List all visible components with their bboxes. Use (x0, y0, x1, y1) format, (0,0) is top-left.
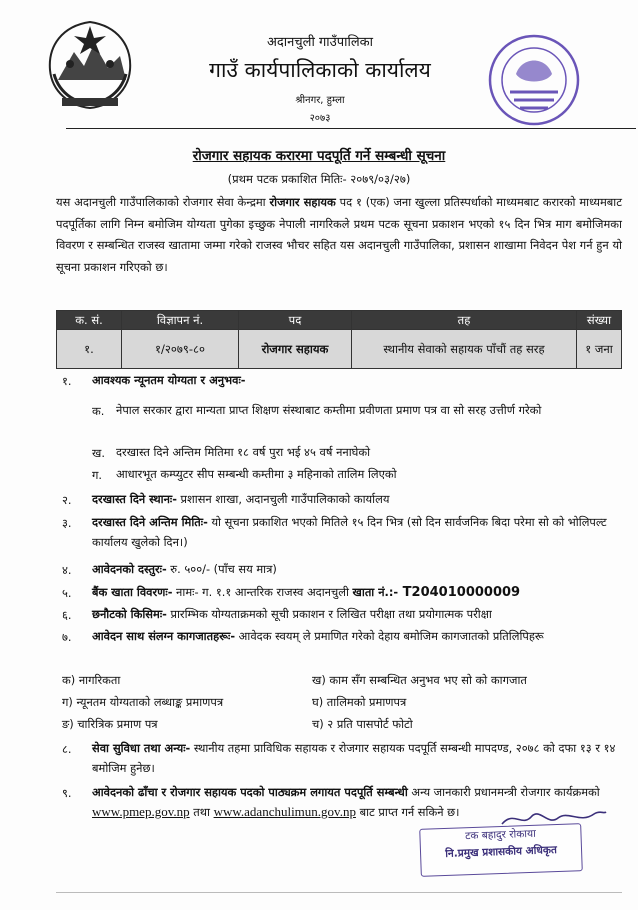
th-serial: क. सं. (57, 311, 122, 330)
item-9-text-b: तथा (189, 805, 214, 819)
pmep-link[interactable]: www.pmep.gov.np (92, 804, 190, 819)
footer-divider (56, 892, 622, 893)
item-2-number: २. (62, 493, 72, 507)
stamp-name: टक बहादुर रोकाया (464, 827, 537, 843)
item-4-number: ४. (62, 563, 72, 577)
municipality-name: अदानचुली गाउँपालिका (266, 35, 374, 50)
item-5-account-label: खाता नं.:- (352, 585, 399, 599)
item-1a-number: क. (92, 404, 105, 418)
td-ad-number: १/२०७९-८० (122, 330, 239, 369)
item-7 (92, 626, 618, 646)
item-2-label: दरखास्त दिने स्थानः- (92, 492, 177, 506)
publication-date: (प्रथम पटक प्रकाशित मितिः- २०७९/०३/२७) (227, 172, 411, 186)
official-stamp (419, 823, 583, 877)
item-3 (92, 512, 618, 552)
item-8-number: ८. (62, 742, 72, 756)
intro-text-1: यस अदानचुली गाउँपालिकाको रोजगार सेवा केन्द्रमा (56, 195, 270, 209)
item-9-label: आवेदनको ढाँचा र रोजगार सहायक पदको पाठ्यक्रम लगायत पदपूर्ति सम्बन्धी (92, 785, 408, 799)
doc-item: च) २ प्रति पासपोर्ट फोटो (312, 717, 413, 731)
item-7-label: आवेदन साथ संलग्न कागजातहरूः- (92, 629, 236, 643)
item-3-text: यो सूचना प्रकाशित भएको मितिले १५ दिन भित्र (सो दिन सार्वजनिक बिदा परेमा सो को भोलिपल्ट कार्यालय खुलेको दिन।) (92, 515, 607, 549)
td-serial: १. (57, 330, 122, 369)
item-8-text: स्थानीय तहमा प्राविधिक सहायक र रोजगार सहायक पदपूर्ति सम्बन्धी मापदण्ड, २०७८ को दफा १३ र १४ बमोजिम हुनेछ। (92, 741, 616, 775)
office-seal-icon (486, 32, 582, 128)
td-count: १ जना (577, 330, 622, 369)
table-row (57, 330, 622, 369)
item-6-text: प्रारम्भिक योग्यताक्रमको सूची प्रकाशन र लिखित परीक्षा तथा प्रयोगात्मक परीक्षा (166, 607, 492, 621)
intro-text-2: पद १ (एक) जना खुल्ला प्रतिस्पर्धाको माध्यमबाट करारको माध्यमबाट पदपूर्तिका लागि निम्न बमोजिम योग्यता पुगेका इच्छुक नेपाली नागरिकले प्रथम पटक सूचना प्रकाशन भएको १५ दिन भित्र माग बमोजिमका विवरण र सम्बन्धित राजस्व खातामा जम्मा गरेको राजस्व भौचर सहित यस अदानचुली गाउँपालिका, प्रशासन शाखामा निवेदन पेश गर्न हुन यो सूचना प्रकाशन गरिएको छ। (56, 195, 622, 274)
item-5 (92, 582, 520, 603)
item-1-label: आवश्यक न्यूनतम योग्यता र अनुभवः- (92, 373, 246, 387)
th-ad-number: विज्ञापन नं. (122, 311, 239, 330)
doc-item: ङ) चारित्रिक प्रमाण पत्र (62, 717, 158, 731)
item-2 (92, 489, 389, 509)
item-5-account-number: T204010000009 (398, 585, 521, 600)
item-9-text-a: अन्य जानकारी प्रधानमन्त्री रोजगार कार्यक्रमको (407, 785, 600, 799)
doc-item: क) नागरिकता (62, 673, 121, 687)
item-7-text: आवेदक स्वयम् ले प्रमाणित गरेको देहाय बमोजिम कागजातको प्रतिलिपिहरू (235, 629, 544, 643)
item-4-label: आवेदनको दस्तुरः- (92, 562, 167, 576)
adanchuli-link[interactable]: www.adanchulimun.gov.np (213, 804, 356, 819)
doc-item: घ) तालिमको प्रमाणपत्र (312, 695, 407, 709)
header-divider (66, 128, 636, 129)
item-6 (92, 604, 492, 624)
item-3-label: दरखास्त दिने अन्तिम मितिः- (92, 515, 208, 529)
td-post: रोजगार सहायक (239, 330, 352, 369)
item-1c-number: ग. (92, 468, 103, 482)
item-9-text-c: बाट प्राप्त गर्न सकिने छ। (355, 805, 460, 819)
item-6-number: ६. (62, 608, 72, 622)
table-header-row (57, 311, 622, 330)
item-1a-text: नेपाल सरकार द्वारा मान्यता प्राप्त शिक्षण संस्थाबाट कम्तीमा प्रवीणता प्रमाण पत्र वा सो सरह उत्तीर्ण गरेको (116, 403, 542, 417)
item-5-number: ५. (62, 586, 72, 600)
established-year: २०७३ (309, 113, 331, 124)
doc-item: ग) न्यूनतम योग्यताको लब्धाङ्क प्रमाणपत्र (62, 695, 224, 709)
th-post: पद (239, 311, 352, 330)
intro-post-name: रोजगार सहायक (269, 195, 336, 209)
item-1-number: १. (62, 374, 72, 388)
item-2-text: प्रशासन शाखा, अदानचुली गाउँपालिकाको कार्यालय (176, 492, 390, 506)
item-5-label: बैंक खाता विवरणः- (92, 585, 173, 599)
item-1b-text: दरखास्त दिने अन्तिम मितिमा १८ वर्ष पुरा भई ४५ वर्ष ननाघेको (116, 445, 371, 459)
item-7-number: ७. (62, 630, 72, 644)
item-1c-text: आधारभूत कम्प्युटर सीप सम्बन्धी कम्तीमा ३ महिनाको तालिम लिएको (116, 467, 397, 481)
item-9-number: ९. (62, 786, 72, 800)
office-address: श्रीनगर, हुम्ला (295, 95, 345, 106)
th-level: तह (352, 311, 577, 330)
td-level: स्थानीय सेवाको सहायक पाँचौं तह सरह (352, 330, 577, 369)
office-name: गाउँ कार्यपालिकाको कार्यालय (209, 58, 431, 82)
th-count: संख्या (577, 311, 622, 330)
item-8-label: सेवा सुविधा तथा अन्यः- (92, 741, 191, 755)
doc-item: ख) काम सँग सम्बन्धित अनुभव भए सो को कागजात (312, 673, 527, 687)
vacancy-table (56, 310, 622, 369)
notice-title: रोजगार सहायक करारमा पदपूर्ति गर्ने सम्बन्धी सूचना (192, 148, 446, 164)
item-5-account-name: नामः- ग. १.१ आन्तरिक राजस्व अदानचुली (172, 585, 353, 599)
item-4 (92, 559, 277, 579)
nepal-emblem-icon (40, 18, 140, 113)
item-1b-number: ख. (92, 446, 105, 460)
item-8 (92, 738, 618, 778)
intro-paragraph (56, 192, 622, 278)
item-6-label: छनौटको किसिमः- (92, 607, 167, 621)
item-3-number: ३. (62, 516, 72, 530)
stamp-designation: नि.प्रमुख प्रशासकीय अधिकृत (445, 844, 558, 860)
item-4-text: रु. ५००/- (पाँच सय मात्र) (166, 562, 277, 576)
